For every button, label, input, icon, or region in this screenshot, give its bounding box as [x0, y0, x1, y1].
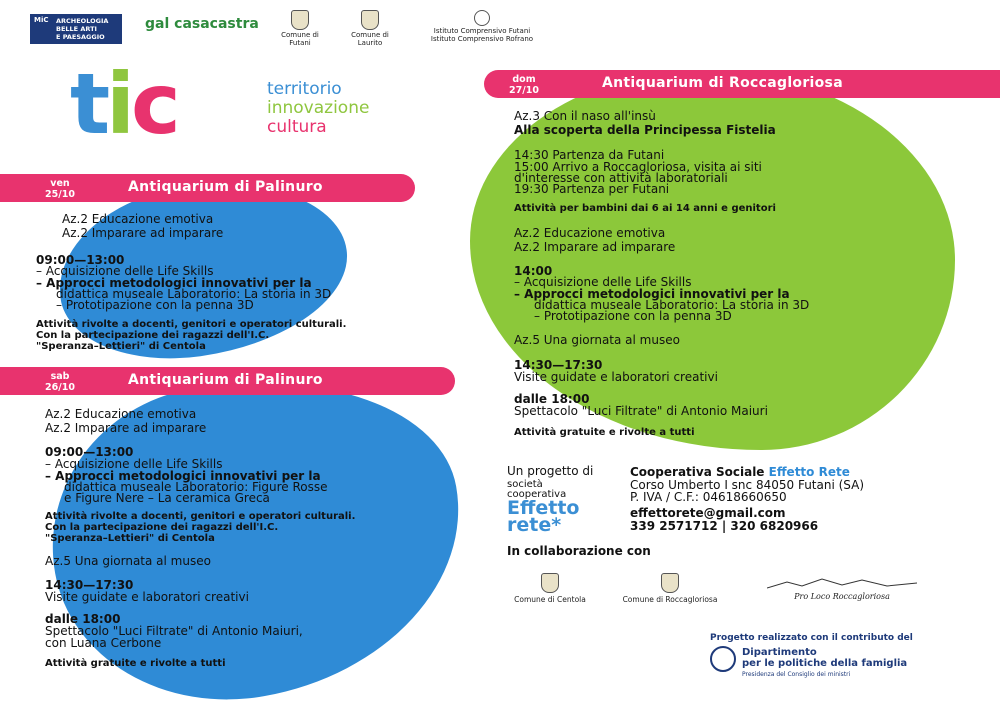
event3-date-value: 27/10 [509, 85, 539, 96]
coop-email[interactable]: effettorete@gmail.com [630, 506, 786, 520]
event3-line2: Az.2 Imparare ad imparare [514, 240, 676, 254]
tic-logo [70, 55, 177, 153]
coop-address: Corso Umberto I snc 84050 Futani (SA) [630, 478, 865, 492]
project-intro: Un progetto di [507, 464, 594, 478]
dept-name [742, 647, 907, 680]
mic-label-2: BELLE ARTI [56, 25, 97, 33]
event3-day: dom [512, 74, 536, 85]
tic-words [267, 80, 369, 137]
dept-small: Presidenza del Consiglio dei ministri [742, 671, 851, 678]
centola-label: Comune di Centola [514, 595, 586, 604]
event2-line2: Az.2 Imparare ad imparare [45, 421, 207, 435]
event2-show: Spettacolo "Luci Filtrate" di Antonio Maiuri, [45, 624, 303, 638]
event1-item4: – Prototipazione con la penna 3D [56, 298, 254, 312]
proloco-logo [762, 576, 922, 601]
roccagloriosa-label: Comune di Roccagloriosa [622, 595, 718, 604]
event2-visits: Visite guidate e laboratori creativi [45, 590, 249, 604]
crest-icon [661, 573, 679, 593]
event2-time2: 14:30—17:30 [45, 578, 134, 592]
skyline-icon [767, 576, 917, 590]
event1-date-value: 25/10 [45, 189, 75, 200]
event2-day: sab [50, 371, 70, 382]
event2-free: Attività gratuite e rivolte a tutti [45, 658, 226, 669]
event2-az5: Az.5 Una giornata al museo [45, 554, 211, 568]
logo-line-2: rete* [507, 514, 562, 536]
dept-line-1: Dipartimento [742, 647, 817, 658]
event3-time: 14:00 [514, 264, 553, 278]
event3-az5: Az.5 Una giornata al museo [514, 333, 680, 347]
coop-phones: 339 2571712 | 320 6820966 [630, 519, 819, 533]
event1-date [40, 174, 80, 200]
mic-short: MiC [34, 16, 49, 24]
event1-item2: – Approcci metodologici innovativi per la [36, 276, 312, 290]
collab-label: In collaborazione con [507, 544, 651, 558]
event3-sched3: d'interesse con attività laboratoriali [514, 171, 728, 185]
event2-item2: – Approcci metodologici innovativi per la [45, 469, 321, 483]
event2-item4: e Figure Nere – La ceramica Greca [64, 491, 270, 505]
event1-note3: "Speranza–Lettieri" di Centola [36, 341, 206, 352]
event2-note2: Con la partecipazione dei ragazzi dell'I.C. [45, 522, 279, 533]
funding-block [710, 633, 913, 678]
event3-date [504, 70, 544, 96]
event1-note1: Attività rivolte a docenti, genitori e operatori culturali. [36, 319, 347, 330]
event2-item3: didattica museale Laboratorio: Figure Rosse [64, 480, 328, 494]
event3-az3: Az.3 Con il naso all'insù [514, 109, 656, 123]
event1-line2: Az.2 Imparare ad imparare [62, 226, 224, 240]
event3-ribbon [484, 70, 1000, 98]
event1-ribbon [0, 174, 415, 202]
tic-letter-i: i [106, 55, 131, 153]
istituto-label-2: Istituto Comprensivo Rofrano [430, 34, 534, 43]
event3-line1: Az.2 Educazione emotiva [514, 226, 666, 240]
coop-small: società cooperativa [507, 479, 567, 500]
event1-item1: – Acquisizione delle Life Skills [36, 264, 214, 278]
event2-show2: con Luana Cerbone [45, 636, 162, 650]
event3-sched1: 14:30 Partenza da Futani [514, 148, 665, 162]
event2-ribbon [0, 367, 455, 395]
event2-dalle: dalle 18:00 [45, 612, 121, 626]
centola-logo [510, 573, 590, 604]
tic-word-3: cultura [267, 117, 327, 137]
event1-day: ven [50, 178, 70, 189]
partner-logos [30, 10, 550, 50]
mic-label-3: E PAESAGGIO [56, 33, 105, 41]
tic-letter-c: c [130, 55, 177, 153]
coop-name-highlight: Effetto Rete [768, 465, 850, 479]
event3-item2: – Approcci metodologici innovativi per la [514, 287, 790, 301]
event3-item4: – Prototipazione con la penna 3D [534, 309, 732, 323]
event3-location: Antiquarium di Roccagloriosa [602, 75, 843, 91]
event3-item3: didattica museale Laboratorio: La storia in 3D [534, 298, 810, 312]
event3-show: Spettacolo "Luci Filtrate" di Antonio Maiuri [514, 404, 768, 418]
proloco-label: Pro Loco Roccagloriosa [794, 592, 890, 601]
coop-piva: P. IVA / C.F.: 04618660650 [630, 490, 787, 504]
funding-text: Progetto realizzato con il contributo del [710, 633, 913, 643]
event3-sched2: 15:00 Arrivo a Roccagloriosa, visita ai siti [514, 160, 762, 174]
gal-logo: gal casacastra [145, 16, 259, 32]
event2-item1: – Acquisizione delle Life Skills [45, 457, 223, 471]
crest-icon [361, 10, 379, 30]
mic-logo [30, 14, 122, 44]
event3-az3b: Alla scoperta della Principessa Fistelia [514, 123, 776, 137]
event3-time2: 14:30—17:30 [514, 358, 603, 372]
event1-item3: didattica museale Laboratorio: La storia in 3D [56, 287, 332, 301]
event3-free: Attività gratuite e rivolte a tutti [514, 427, 695, 438]
event1-location: Antiquarium di Palinuro [128, 179, 323, 195]
roccagloriosa-logo [620, 573, 720, 604]
italy-emblem-icon [710, 646, 736, 672]
tic-word-1: territorio [267, 79, 342, 99]
logo-line-1: Effetto [507, 497, 580, 519]
laurito-label: Comune di Laurito [351, 31, 389, 47]
event2-line1: Az.2 Educazione emotiva [45, 407, 197, 421]
coop-name-prefix: Cooperativa Sociale [630, 465, 769, 479]
event3-kids: Attività per bambini dai 6 ai 14 anni e genitori [514, 203, 776, 214]
event3-dalle: dalle 18:00 [514, 392, 590, 406]
event1-note2: Con la partecipazione dei ragazzi dell'I.C. [36, 330, 270, 341]
tic-letter-t: t [70, 55, 107, 153]
emblem-icon [474, 10, 490, 26]
event3-item1: – Acquisizione delle Life Skills [514, 275, 692, 289]
event3-visits: Visite guidate e laboratori creativi [514, 370, 718, 384]
event2-time: 09:00—13:00 [45, 445, 134, 459]
futani-logo [270, 10, 330, 47]
event2-date [40, 367, 80, 393]
event1-line1-text: Az.2 Educazione emotiva [62, 212, 214, 226]
laurito-logo [340, 10, 400, 47]
mic-label-1: ARCHEOLOGIA [56, 17, 109, 25]
event2-note3: "Speranza–Lettieri" di Centola [45, 533, 215, 544]
crest-icon [291, 10, 309, 30]
event2-date-value: 26/10 [45, 382, 75, 393]
event2-note1: Attività rivolte a docenti, genitori e operatori culturali. [45, 511, 356, 522]
istituto-label-1: Istituto Comprensivo Futani [433, 27, 531, 35]
event2-location: Antiquarium di Palinuro [128, 372, 323, 388]
event1-time: 09:00—13:00 [36, 253, 125, 267]
event3-sched4: 19:30 Partenza per Futani [514, 182, 670, 196]
dept-line-2: per le politiche della famiglia [742, 658, 908, 669]
tic-word-2: innovazione [267, 98, 370, 118]
istituto-logo [422, 10, 542, 43]
crest-icon [541, 573, 559, 593]
futani-label: Comune di Futani [281, 31, 319, 47]
effetto-rete-logo [507, 497, 580, 536]
